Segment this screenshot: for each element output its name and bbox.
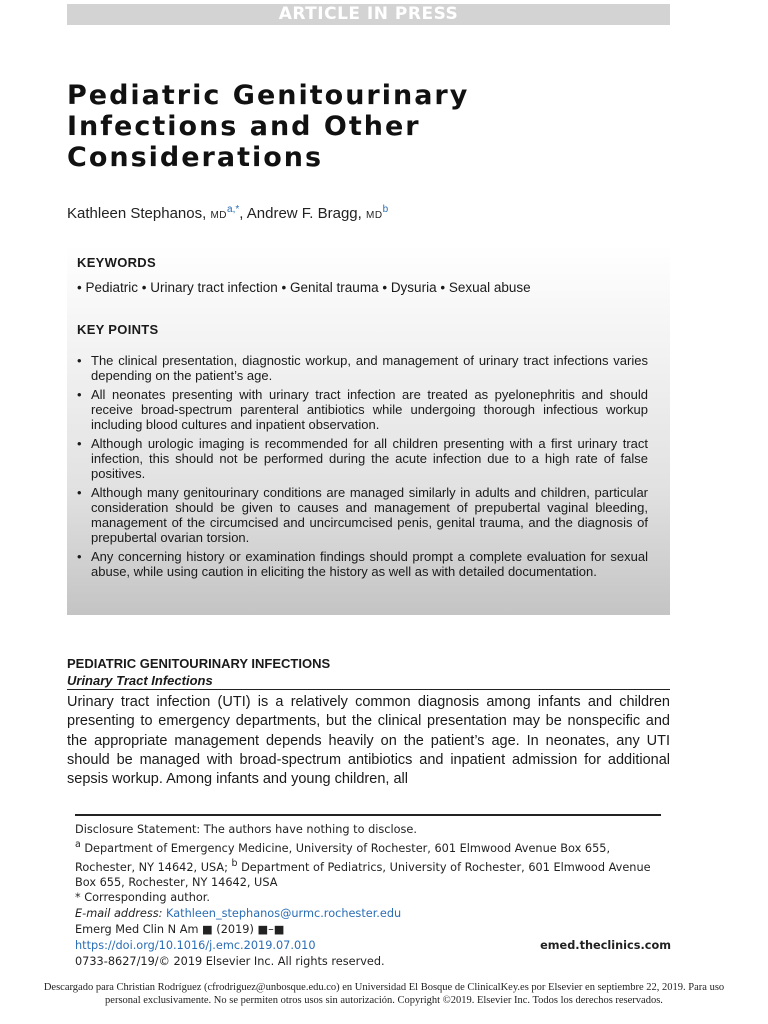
keyword-item: Dysuria [390, 280, 437, 295]
key-point-item: • The clinical presentation, diagnostic workup, and management of urinary tract infections varies depending on the patient’s age. [77, 353, 648, 383]
citation-block [75, 922, 671, 970]
body-paragraph: Urinary tract infection (UTI) is a relatively common diagnosis among infants and children presenting to emergency departments, but the clinical presentation may be nonspecific and the appropriate management depends heavily on the patient’s age. In neonates, any UTI should be managed with broad-spectrum antibiotics and inpatient admission for additional sepsis workup. Among infants and young children, all [67, 694, 670, 788]
author-affiliation-mark[interactable]: a,* [227, 204, 240, 215]
download-notice: Descargado para Christian Rodríguez (cfrodriguez@unbosque.edu.co) en Universidad El Bosque de ClinicalKey.es por Elsevier en septiembre 22, 2019. Para uso personal exclusivamente. No se permiten otros usos sin autorización. Copyright ©2019. Elsevier Inc. Todos los derechos reservados. [43, 982, 725, 1006]
email-link[interactable]: Kathleen_stephanos@urmc.rochester.edu [166, 906, 402, 920]
abstract-box [67, 244, 670, 615]
email-line [75, 906, 665, 921]
affiliation-b: Department of Pediatrics, University of Rochester, 601 Elmwood Avenue Box 655, Rochester, NY 14642, USA [75, 860, 651, 890]
article-in-press-banner: ARTICLE IN PRESS [67, 4, 670, 25]
key-points-list [77, 353, 648, 579]
author-degree: MD [210, 210, 228, 221]
key-point-item: • Although many genitourinary conditions are managed similarly in adults and children, particular consideration should be given to causes and management of prepubertal vaginal bleeding, management of the circumcised and uncircumcised penis, genital trauma, and the diagnosis of prepubertal ovarian torsion. [77, 485, 648, 545]
corresponding-author-note: * Corresponding author. [75, 891, 210, 905]
affiliations [75, 837, 665, 890]
journal-site: emed.theclinics.com [540, 939, 671, 952]
article-title: Pediatric Genitourinary Infections and Other Considerations [67, 80, 470, 173]
section-heading: PEDIATRIC GENITOURINARY INFECTIONS [67, 656, 331, 671]
keyword-item: Pediatric [85, 280, 139, 295]
affiliation-mark: a [75, 839, 81, 851]
author-affiliation-mark[interactable]: b [382, 204, 389, 215]
doi-link[interactable]: https://doi.org/10.1016/j.emc.2019.07.010 [75, 939, 316, 952]
footnote-divider [75, 814, 661, 816]
subsection-heading: Urinary Tract Infections [67, 673, 670, 690]
disclosure-statement: Disclosure Statement: The authors have nothing to disclose. [75, 823, 417, 836]
keyword-item: Genital trauma [290, 280, 379, 295]
copyright-line: 0733-8627/19/© 2019 Elsevier Inc. All rights reserved. [75, 955, 385, 968]
key-points-heading: KEY POINTS [77, 322, 159, 337]
email-label: E-mail address: [75, 906, 163, 920]
author-name: Andrew F. Bragg, [246, 205, 362, 222]
keyword-item: Sexual abuse [448, 280, 531, 295]
author-degree: MD [366, 210, 383, 221]
key-point-item: • Although urologic imaging is recommended for all children presenting with a first urinary tract infection, this should not be performed during the acute infection due to a high rate of false positives. [77, 436, 648, 481]
footnotes [75, 822, 665, 921]
keyword-item: Urinary tract infection [150, 280, 278, 295]
affiliation-mark: b [231, 858, 238, 870]
key-point-item: • All neonates presenting with urinary tract infection are treated as pyelonephritis and should receive broad-spectrum parenteral antibiotics while undergoing thorough infectious workup including blood cultures and inpatient observation. [77, 387, 648, 432]
keywords-list: • Pediatric • Urinary tract infection • Genital trauma • Dysuria • Sexual abuse [77, 280, 531, 295]
journal-citation: Emerg Med Clin N Am ■ (2019) ■–■ [75, 923, 285, 936]
author-line: Kathleen Stephanos, $MD^{a,*}$, Andrew F. Bragg, $MD^b$ [67, 204, 389, 222]
author-name: Kathleen Stephanos, [67, 205, 207, 222]
key-point-item: • Any concerning history or examination findings should prompt a complete evaluation for sexual abuse, while using caution in eliciting the history as well as with detailed documentation. [77, 549, 648, 579]
keywords-heading: KEYWORDS [77, 255, 156, 270]
affiliation-a: Department of Emergency Medicine, University of Rochester, 601 Elmwood Avenue Box 655, Rochester, NY 14642, USA; [75, 841, 611, 874]
